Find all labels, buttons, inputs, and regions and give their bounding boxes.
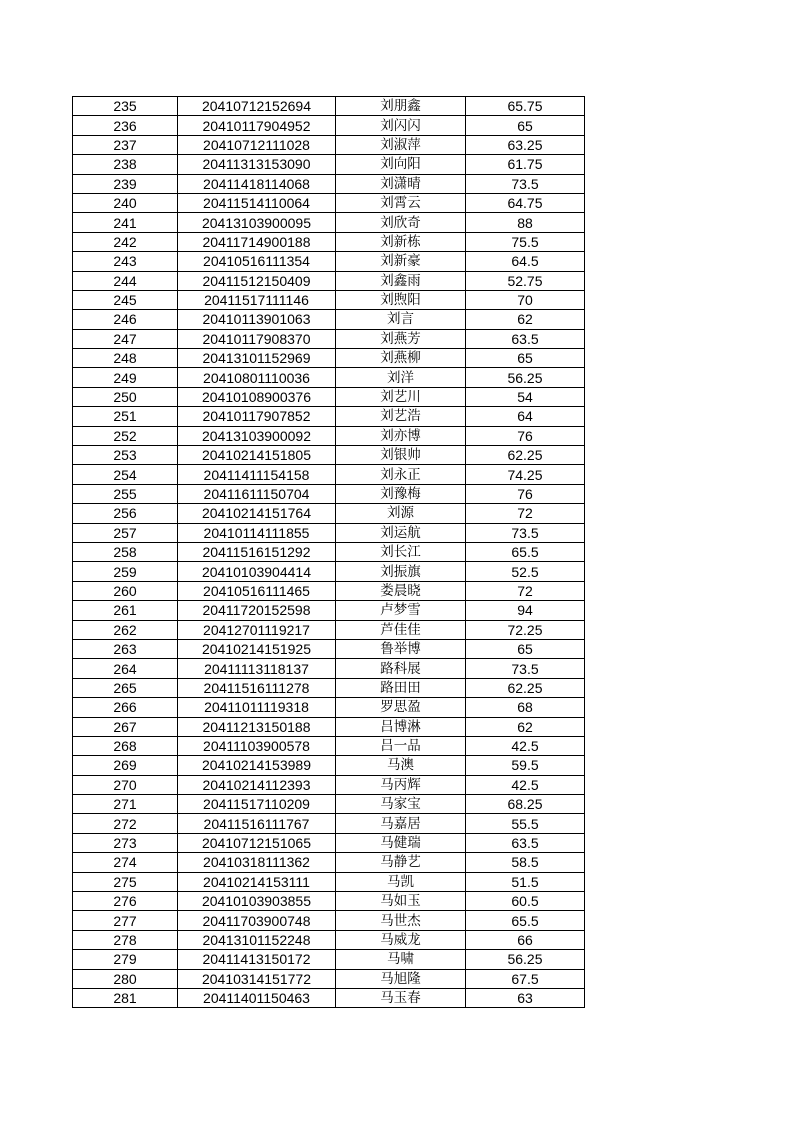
exam-id-cell: 20411516111278 — [178, 678, 336, 697]
table-row — [73, 736, 585, 755]
exam-id-cell: 20411714900188 — [178, 232, 336, 251]
student-name-cell: 娄晨晓 — [336, 581, 466, 600]
table-row — [73, 232, 585, 251]
table-row — [73, 988, 585, 1007]
table-row — [73, 639, 585, 658]
exam-id-cell: 20410103904414 — [178, 562, 336, 581]
score-table — [72, 96, 585, 1008]
row-number-cell: 247 — [73, 329, 178, 348]
score-cell: 65 — [466, 639, 585, 658]
student-name-cell: 刘煦阳 — [336, 290, 466, 309]
student-name-cell: 马啸 — [336, 950, 466, 969]
table-row — [73, 659, 585, 678]
table-row — [73, 329, 585, 348]
score-cell: 62.25 — [466, 678, 585, 697]
student-name-cell: 吕一品 — [336, 736, 466, 755]
table-row — [73, 717, 585, 736]
score-cell: 67.5 — [466, 969, 585, 988]
score-cell: 64 — [466, 407, 585, 426]
score-cell: 68 — [466, 698, 585, 717]
row-number-cell: 254 — [73, 465, 178, 484]
exam-id-cell: 20410108900376 — [178, 387, 336, 406]
student-name-cell: 马世杰 — [336, 911, 466, 930]
student-name-cell: 刘燕柳 — [336, 349, 466, 368]
row-number-cell: 259 — [73, 562, 178, 581]
row-number-cell: 274 — [73, 853, 178, 872]
row-number-cell: 249 — [73, 368, 178, 387]
student-name-cell: 刘霄云 — [336, 193, 466, 212]
score-cell: 72.25 — [466, 620, 585, 639]
student-name-cell: 刘言 — [336, 310, 466, 329]
exam-id-cell: 20410214112393 — [178, 775, 336, 794]
score-cell: 62 — [466, 310, 585, 329]
exam-id-cell: 20410214151764 — [178, 504, 336, 523]
student-name-cell: 刘长江 — [336, 542, 466, 561]
table-row — [73, 892, 585, 911]
exam-id-cell: 20411411154158 — [178, 465, 336, 484]
exam-id-cell: 20410117908370 — [178, 329, 336, 348]
table-row — [73, 252, 585, 271]
table-row — [73, 155, 585, 174]
exam-id-cell: 20411517110209 — [178, 795, 336, 814]
exam-id-cell: 20411703900748 — [178, 911, 336, 930]
student-name-cell: 芦佳佳 — [336, 620, 466, 639]
table-row — [73, 581, 585, 600]
exam-id-cell: 20411516151292 — [178, 542, 336, 561]
table-row — [73, 853, 585, 872]
student-name-cell: 刘朋鑫 — [336, 97, 466, 116]
exam-id-cell: 20411401150463 — [178, 988, 336, 1007]
score-cell: 73.5 — [466, 659, 585, 678]
table-row — [73, 833, 585, 852]
row-number-cell: 262 — [73, 620, 178, 639]
student-name-cell: 马旭隆 — [336, 969, 466, 988]
exam-id-cell: 20411611150704 — [178, 484, 336, 503]
student-name-cell: 刘银帅 — [336, 446, 466, 465]
exam-id-cell: 20410117904952 — [178, 116, 336, 135]
exam-id-cell: 20411313153090 — [178, 155, 336, 174]
exam-id-cell: 20411103900578 — [178, 736, 336, 755]
student-name-cell: 刘向阳 — [336, 155, 466, 174]
student-name-cell: 马静艺 — [336, 853, 466, 872]
table-row — [73, 911, 585, 930]
student-name-cell: 刘新栋 — [336, 232, 466, 251]
row-number-cell: 248 — [73, 349, 178, 368]
score-cell: 74.25 — [466, 465, 585, 484]
score-cell: 52.75 — [466, 271, 585, 290]
table-row — [73, 174, 585, 193]
table-row — [73, 310, 585, 329]
exam-id-cell: 20410214153989 — [178, 756, 336, 775]
table-row — [73, 950, 585, 969]
score-cell: 64.5 — [466, 252, 585, 271]
row-number-cell: 251 — [73, 407, 178, 426]
score-cell: 94 — [466, 601, 585, 620]
row-number-cell: 256 — [73, 504, 178, 523]
table-row — [73, 756, 585, 775]
row-number-cell: 240 — [73, 193, 178, 212]
table-row — [73, 213, 585, 232]
student-name-cell: 马嘉居 — [336, 814, 466, 833]
table-row — [73, 407, 585, 426]
score-cell: 59.5 — [466, 756, 585, 775]
score-cell: 63.25 — [466, 135, 585, 154]
score-cell: 72 — [466, 581, 585, 600]
score-cell: 51.5 — [466, 872, 585, 891]
score-cell: 42.5 — [466, 736, 585, 755]
score-cell: 75.5 — [466, 232, 585, 251]
score-cell: 61.75 — [466, 155, 585, 174]
exam-id-cell: 20413103900095 — [178, 213, 336, 232]
row-number-cell: 281 — [73, 988, 178, 1007]
table-row — [73, 387, 585, 406]
student-name-cell: 刘亦博 — [336, 426, 466, 445]
table-row — [73, 135, 585, 154]
table-row — [73, 930, 585, 949]
row-number-cell: 270 — [73, 775, 178, 794]
table-row — [73, 193, 585, 212]
student-name-cell: 吕博淋 — [336, 717, 466, 736]
table-row — [73, 678, 585, 697]
exam-id-cell: 20413103900092 — [178, 426, 336, 445]
row-number-cell: 244 — [73, 271, 178, 290]
score-cell: 88 — [466, 213, 585, 232]
student-name-cell: 路田田 — [336, 678, 466, 697]
row-number-cell: 260 — [73, 581, 178, 600]
score-cell: 65.75 — [466, 97, 585, 116]
exam-id-cell: 20410103903855 — [178, 892, 336, 911]
row-number-cell: 236 — [73, 116, 178, 135]
table-row — [73, 465, 585, 484]
row-number-cell: 252 — [73, 426, 178, 445]
row-number-cell: 261 — [73, 601, 178, 620]
student-name-cell: 刘淑萍 — [336, 135, 466, 154]
student-name-cell: 刘永正 — [336, 465, 466, 484]
exam-id-cell: 20410801110036 — [178, 368, 336, 387]
exam-id-cell: 20411514110064 — [178, 193, 336, 212]
row-number-cell: 266 — [73, 698, 178, 717]
row-number-cell: 264 — [73, 659, 178, 678]
exam-id-cell: 20410712151065 — [178, 833, 336, 852]
table-row — [73, 542, 585, 561]
row-number-cell: 269 — [73, 756, 178, 775]
student-name-cell: 路科展 — [336, 659, 466, 678]
row-number-cell: 238 — [73, 155, 178, 174]
student-name-cell: 马威龙 — [336, 930, 466, 949]
exam-id-cell: 20411512150409 — [178, 271, 336, 290]
row-number-cell: 243 — [73, 252, 178, 271]
table-row — [73, 446, 585, 465]
row-number-cell: 257 — [73, 523, 178, 542]
exam-id-cell: 20410516111465 — [178, 581, 336, 600]
row-number-cell: 237 — [73, 135, 178, 154]
student-name-cell: 刘燕芳 — [336, 329, 466, 348]
student-name-cell: 刘新豪 — [336, 252, 466, 271]
exam-id-cell: 20410318111362 — [178, 853, 336, 872]
table-row — [73, 601, 585, 620]
score-cell: 64.75 — [466, 193, 585, 212]
score-cell: 54 — [466, 387, 585, 406]
exam-id-cell: 20410214153111 — [178, 872, 336, 891]
table-row — [73, 368, 585, 387]
score-cell: 58.5 — [466, 853, 585, 872]
row-number-cell: 279 — [73, 950, 178, 969]
score-table-body — [73, 97, 585, 1008]
student-name-cell: 马凯 — [336, 872, 466, 891]
table-row — [73, 698, 585, 717]
table-row — [73, 523, 585, 542]
row-number-cell: 280 — [73, 969, 178, 988]
student-name-cell: 刘潇晴 — [336, 174, 466, 193]
score-cell: 60.5 — [466, 892, 585, 911]
score-cell: 56.25 — [466, 368, 585, 387]
score-cell: 65 — [466, 349, 585, 368]
exam-id-cell: 20411413150172 — [178, 950, 336, 969]
exam-id-cell: 20411517111146 — [178, 290, 336, 309]
row-number-cell: 245 — [73, 290, 178, 309]
exam-id-cell: 20411720152598 — [178, 601, 336, 620]
row-number-cell: 241 — [73, 213, 178, 232]
exam-id-cell: 20411011119318 — [178, 698, 336, 717]
exam-id-cell: 20410314151772 — [178, 969, 336, 988]
table-row — [73, 116, 585, 135]
student-name-cell: 马澳 — [336, 756, 466, 775]
row-number-cell: 255 — [73, 484, 178, 503]
score-cell: 73.5 — [466, 523, 585, 542]
student-name-cell: 罗思盈 — [336, 698, 466, 717]
table-row — [73, 620, 585, 639]
row-number-cell: 239 — [73, 174, 178, 193]
row-number-cell: 265 — [73, 678, 178, 697]
exam-id-cell: 20410214151805 — [178, 446, 336, 465]
score-cell: 76 — [466, 426, 585, 445]
row-number-cell: 278 — [73, 930, 178, 949]
score-cell: 52.5 — [466, 562, 585, 581]
score-cell: 42.5 — [466, 775, 585, 794]
row-number-cell: 246 — [73, 310, 178, 329]
score-cell: 55.5 — [466, 814, 585, 833]
exam-id-cell: 20410516111354 — [178, 252, 336, 271]
score-cell: 70 — [466, 290, 585, 309]
row-number-cell: 272 — [73, 814, 178, 833]
exam-id-cell: 20410214151925 — [178, 639, 336, 658]
student-name-cell: 刘艺浩 — [336, 407, 466, 426]
student-name-cell: 马玉春 — [336, 988, 466, 1007]
student-name-cell: 刘艺川 — [336, 387, 466, 406]
exam-id-cell: 20411516111767 — [178, 814, 336, 833]
student-name-cell: 刘洋 — [336, 368, 466, 387]
row-number-cell: 267 — [73, 717, 178, 736]
row-number-cell: 271 — [73, 795, 178, 814]
score-cell: 68.25 — [466, 795, 585, 814]
exam-id-cell: 20411213150188 — [178, 717, 336, 736]
exam-id-cell: 20411113118137 — [178, 659, 336, 678]
student-name-cell: 刘闪闪 — [336, 116, 466, 135]
table-row — [73, 562, 585, 581]
student-name-cell: 刘运航 — [336, 523, 466, 542]
student-name-cell: 卢梦雪 — [336, 601, 466, 620]
exam-id-cell: 20410114111855 — [178, 523, 336, 542]
row-number-cell: 250 — [73, 387, 178, 406]
score-cell: 65.5 — [466, 542, 585, 561]
score-cell: 65.5 — [466, 911, 585, 930]
student-name-cell: 刘源 — [336, 504, 466, 523]
exam-id-cell: 20410113901063 — [178, 310, 336, 329]
student-name-cell: 马如玉 — [336, 892, 466, 911]
table-row — [73, 872, 585, 891]
row-number-cell: 235 — [73, 97, 178, 116]
student-name-cell: 马健瑞 — [336, 833, 466, 852]
table-row — [73, 426, 585, 445]
score-cell: 63 — [466, 988, 585, 1007]
row-number-cell: 275 — [73, 872, 178, 891]
score-cell: 65 — [466, 116, 585, 135]
table-row — [73, 349, 585, 368]
student-name-cell: 刘欣奇 — [336, 213, 466, 232]
table-row — [73, 484, 585, 503]
table-row — [73, 775, 585, 794]
row-number-cell: 268 — [73, 736, 178, 755]
exam-id-cell: 20411418114068 — [178, 174, 336, 193]
score-cell: 56.25 — [466, 950, 585, 969]
exam-id-cell: 20412701119217 — [178, 620, 336, 639]
table-row — [73, 271, 585, 290]
row-number-cell: 253 — [73, 446, 178, 465]
score-cell: 76 — [466, 484, 585, 503]
row-number-cell: 277 — [73, 911, 178, 930]
table-row — [73, 290, 585, 309]
score-cell: 63.5 — [466, 329, 585, 348]
row-number-cell: 276 — [73, 892, 178, 911]
row-number-cell: 258 — [73, 542, 178, 561]
score-cell: 62 — [466, 717, 585, 736]
exam-id-cell: 20413101152248 — [178, 930, 336, 949]
row-number-cell: 242 — [73, 232, 178, 251]
score-cell: 72 — [466, 504, 585, 523]
exam-id-cell: 20410712111028 — [178, 135, 336, 154]
student-name-cell: 马丙辉 — [336, 775, 466, 794]
table-row — [73, 97, 585, 116]
score-cell: 63.5 — [466, 833, 585, 852]
exam-id-cell: 20413101152969 — [178, 349, 336, 368]
exam-id-cell: 20410712152694 — [178, 97, 336, 116]
table-row — [73, 504, 585, 523]
student-name-cell: 刘振旗 — [336, 562, 466, 581]
row-number-cell: 273 — [73, 833, 178, 852]
row-number-cell: 263 — [73, 639, 178, 658]
score-cell: 73.5 — [466, 174, 585, 193]
student-name-cell: 刘鑫雨 — [336, 271, 466, 290]
score-cell: 62.25 — [466, 446, 585, 465]
student-name-cell: 鲁举博 — [336, 639, 466, 658]
table-row — [73, 795, 585, 814]
table-row — [73, 814, 585, 833]
exam-id-cell: 20410117907852 — [178, 407, 336, 426]
score-cell: 66 — [466, 930, 585, 949]
student-name-cell: 刘豫梅 — [336, 484, 466, 503]
table-row — [73, 969, 585, 988]
student-name-cell: 马家宝 — [336, 795, 466, 814]
